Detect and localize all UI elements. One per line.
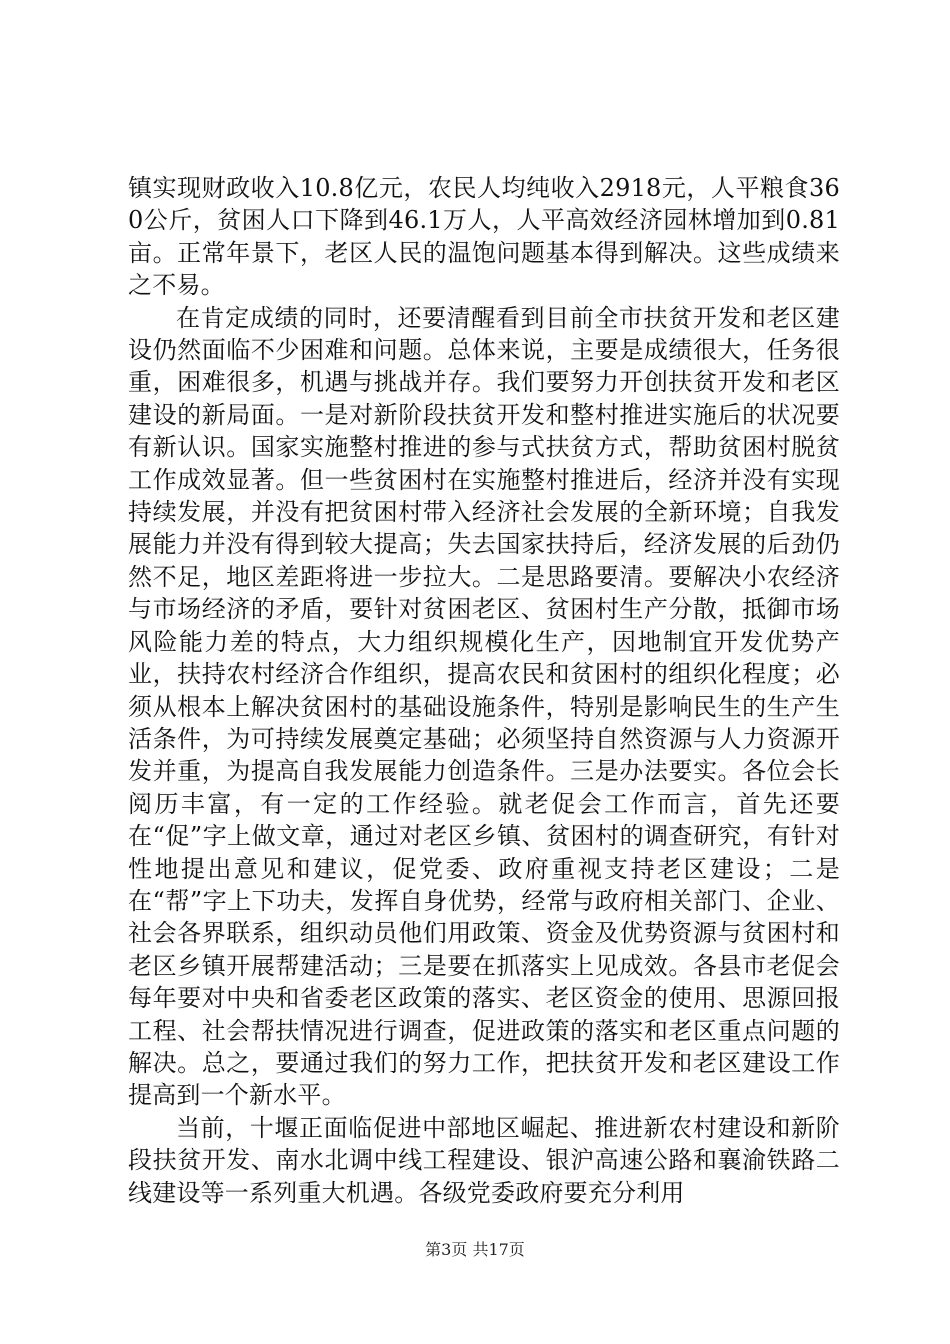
paragraph-continuation: 镇实现财政收入10.8亿元，农民人均纯收入2918元，人平粮食360公斤，贫困人口下降到46.1万人，人平高效经济园林增加到0.81亩。正常年景下，老区人民的温饱问题基本得到解决。这些成绩来之不易。 bbox=[128, 174, 840, 300]
page-footer: 第3页 共17页 bbox=[425, 1240, 525, 1259]
paragraph-opportunities: 当前，十堰正面临促进中部地区崛起、推进新农村建设和新阶段扶贫开发、南水北调中线工程建设、银沪高速公路和襄渝铁路二线建设等一系列重大机遇。各级党委政府要充分利用 bbox=[128, 1113, 840, 1207]
paragraph-difficulties: 在肯定成绩的同时，还要清醒看到目前全市扶贫开发和老区建设仍然面临不少困难和问题。总体来说，主要是成绩很大，任务很重，困难很多，机遇与挑战并存。我们要努力开创扶贫开发和老区建设的新局面。一是对新阶段扶贫开发和整村推进实施后的状况要有新认识。国家实施整村推进的参与式扶贫方式，帮助贫困村脱贫工作成效显著。但一些贫困村在实施整村推进后，经济并没有实现持续发展，并没有把贫困村带入经济社会发展的全新环境；自我发展能力并没有得到较大提高；失去国家扶持后，经济发展的后劲仍然不足，地区差距将进一步拉大。二是思路要清。要解决小农经济与市场经济的矛盾，要针对贫困老区、贫困村生产分散，抵御市场风险能力差的特点，大力组织规模化生产，因地制宜开发优势产业，扶持农村经济合作组织，提高农民和贫困村的组织化程度；必须从根本上解决贫困村的基础设施条件，特别是影响民生的生产生活条件，为可持续发展奠定基础；必须坚持自然资源与人力资源开发并重，为提高自我发展能力创造条件。三是办法要实。各位会长阅历丰富，有一定的工作经验。就老促会工作而言，首先还要在“促”字上做文章，通过对老区乡镇、贫困村的调查研究，有针对性地提出意见和建议，促党委、政府重视支持老区建设；二是在“帮”字上下功夫，发挥自身优势，经常与政府相关部门、企业、社会各界联系，组织动员他们用政策、资金及优势资源与贫困村和老区乡镇开展帮建活动；三是要在抓落实上见成效。各县市老促会每年要对中央和省委老区政策的落实、老区资金的使用、思源回报工程、社会帮扶情况进行调查，促进政策的落实和老区重点问题的解决。总之，要通过我们的努力工作，把扶贫开发和老区建设工作提高到一个新水平。 bbox=[128, 303, 840, 1110]
document-body bbox=[128, 172, 840, 1209]
